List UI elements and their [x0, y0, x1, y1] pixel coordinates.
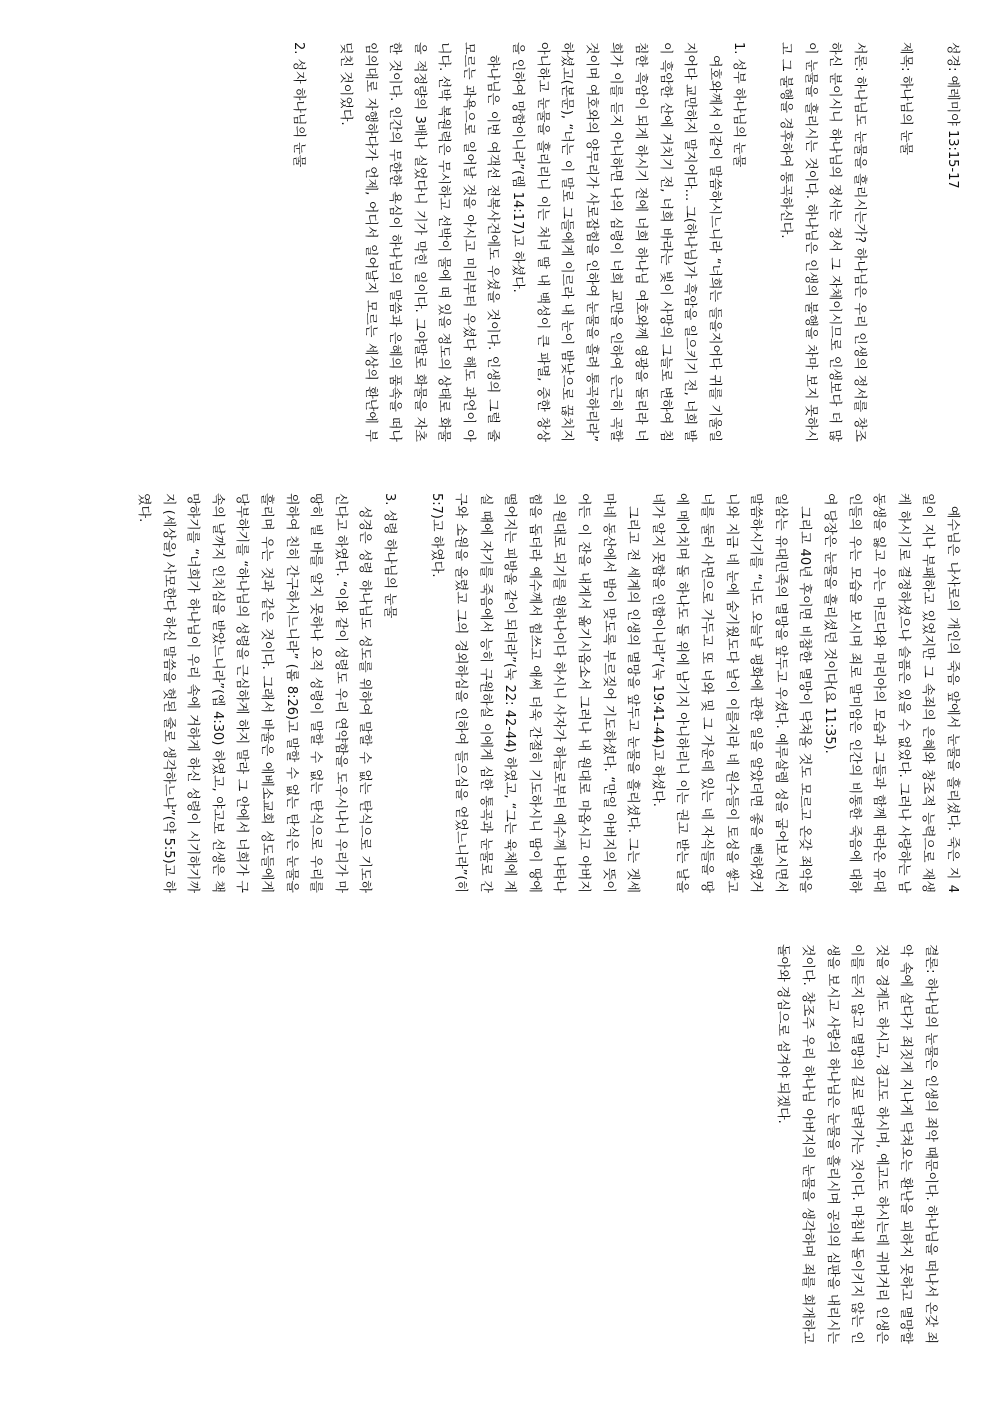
sermon-title: 제목: 하나님의 눈물 — [898, 42, 914, 156]
section-2-paragraph-1: 예수님은 나사로의 개인의 죽음 앞에서 눈물을 흘리셨다. 죽은 지 4일이 지나 부패하고 있었지만 그 속죄의 은혜와 창조적 능력으로 재생케 하시기로 결정하셨으나 슬픔은 있을 수 없었다. 그러나 사랑하는 남동생을 잃고 우는 마르다와 마리아의 모습과 그들과 함께 따라온 유대인들의 우는 모습을 보시며 죄로 말미암은 인간의 비통한 죽음에 대하여 당장은 눈물을 흘리셨던 것이다(요 11:35). — [822, 493, 960, 893]
section-2-paragraph-2: 그리고 40년 후이면 비참한 멸망이 닥쳐올 것도 모르고 온갖 죄악을 일삼는 유대민족의 멸망을 앞두고 우셨다. 예루살렘 성을 굽어보시면서 말씀하시기를 “너도 오늘날 평화에 관한 일을 알았더면 좋을 뻔하였거니와 지금 네 눈에 숨기웠도다 날이 이를지라 네 원수들이 토성을 쌓고 너를 둘러 사면으로 가두고 또 너와 및 그 가운데 있는 네 자식들을 땅에 메어치며 돌 하나도 돌 위에 남기지 아니하리니 이는 권고 받는 날을 네가 알지 못함을 인함이니라”(눅 19:41-44)고 하셨다. — [649, 493, 813, 893]
section-1-paragraph-2: 하나님은 이번 여객선 전복사건에도 우셨을 것이다. 인생의 그럴 줄 모르는 과욕으로 일어날 것을 아시고 미리부터 우셨다 해도 과언이 아니다. 선박 복원력은 무시하고 선박이 물에 떠 있을 정도의 상태로 화물을 적정량의 3배나 실었다니 기가 막힌 일이다. 그야말로 화물을 자초한 것이다. 인간의 무한한 욕심이 하나님의 말씀과 은혜의 품속을 떠나 임의대로 자행하다가 언제, 어디서 일어날지 모르는 세상의 환난에 부딪친 것이었다. — [337, 42, 501, 442]
introduction-paragraph: 서론: 하나님도 눈물을 흘리시는가? 하나님은 우리 인생의 정서를 창조하신 분이시니 하나님의 정서는 정서 그 자체이시므로 인생보다 더 많이 눈물을 흘리시는 것이다. 하나님은 인생의 불행을 차마 보지 못하시고 그 불행을 경후하여 통곡하신다. — [778, 42, 867, 442]
scripture-reference: 성경: 예레미야 13:15-17 — [945, 42, 960, 189]
conclusion-paragraph: 결론: 하나님의 눈물은 인생의 죄악 때문이다. 하나님을 떠나서 온갖 죄악 속에 살다가 죄짓게 지나게 닥쳐오는 환난을 피하지 못하고 멸망할 것을 경계도 하시고, 경고도 하시며, 예고도 하시는데 귀머거리 인생은 이를 듣지 않고 멸망의 길로 달려가는 것이다. 마침내 돌이키지 않는 인생을 보시고 사랑의 하나님은 눈물을 흘리시며 공의의 심판을 내리시는 것이다. 창조주 우리 하나님 아버지의 눈물을 생각하며 죄를 회개하고 돌아와 경심으로 섬겨야 되겠다. — [775, 944, 938, 1344]
column-left — [286, 42, 964, 442]
section-2-paragraph-3: 그리고 전 세계의 인생의 멸망을 앞두고 눈물을 흘리셨다. 그는 겟세마네 동산에서 밤이 맞도록 부르짖어 기도하셨다. “만일 아버지의 뜻이어든 이 잔을 내게서 옮기시옵소서 그러나 내 원대로 마옵시고 아버지의 원대로 되기를 원하나이다 하시니 사자가 하늘로부터 예수께 나타나 힘을 돕더라 예수께서 힘쓰고 애써 더욱 간절히 기도하시니 땀이 땅에 떨어지는 피방울 같이 되더라”(눅 22: 42-44) 하였고, “그는 육체에 계실 때에 자기를 죽음에서 능히 구원하실 이에게 심한 통곡과 눈물로 간구와 소원을 올렸고 그의 경외하심을 인하여 들으심을 얻었느니라”(히 5:7)고 하였다. — [428, 493, 641, 893]
section-2-heading: 2. 성자 하나님의 눈물 — [291, 42, 307, 168]
section-1-heading: 1. 성부 하나님의 눈물 — [731, 42, 747, 168]
section-3-heading: 3. 성령 하나님의 눈물 — [381, 493, 397, 619]
section-1-paragraph-1: 여호와께서 이같이 말씀하시느니라 “너희는 들을지어다 귀를 기울일지어다 교만하지 말지어다... 그(하나님)가 흑암을 일으키기 전, 너희 발이 흑암한 산에 거치기 전, 너희 바라는 빛이 사망의 그늘로 변하여 침침한 흑암이 되게 하시기 전에 너희 하나님 여호와께 영광을 돌리라 너희가 이를 듣지 아니하면 나의 심령이 너희 교만을 인하여 은근히 곡할 것이며 여호와의 양무리가 사로잡힘을 인하여 눈물을 흘려 통곡하리라” 하셨고(본문), “너는 이 말로 그들에게 이르라 내 눈이 밤낮으로 끊치지 아니하고 눈물을 흘리리니 이는 처녀 딸 내 백성이 큰 파멸, 중한 창상을 인하여 망함이니라”(렘 14:17)고 하셨다. — [510, 42, 722, 442]
column-right — [770, 944, 964, 1344]
section-3-paragraph-1: 성경은 성령 하나님도 성도를 위하여 말할 수 없는 탄식으로 기도하신다고 하였다. “이와 같이 성령도 우리 연약함을 도우시나니 우리가 마땅히 빌 바를 알지 못하나 오직 성령이 말할 수 없는 탄식으로 우리를 위하여 친히 간구하시느니라” (롬 8:26)고 말할 수 없는 탄식은 눈물을 흘리며 우는 것과 같은 것이다. 그래서 바울은 에베소교회 성도들에게 당부하기를 “하나님의 성령을 근심하게 하지 말라 그 안에서 너희가 구속의 날까지 인치심을 받았느니라”(엡 4:30) 하였고, 야고보 선생은 책망하기를 “너희가 하나님이 우리 속에 거하게 하신 성령이 시기하기까지 (세상을) 사모한다 하신 말씀을 헛된 줄로 생각하느냐”(약 5:5)고 하였다. — [136, 493, 373, 893]
column-middle — [130, 493, 964, 893]
